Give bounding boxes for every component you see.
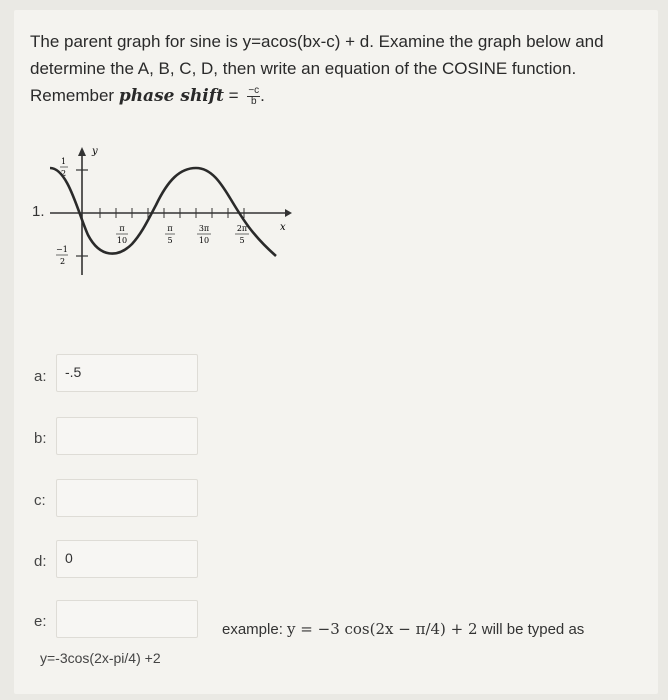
field-e-label: e:: [34, 613, 47, 630]
field-e-input[interactable]: [56, 600, 198, 638]
x-tick-3-den: 10: [198, 236, 210, 245]
x-tick-4-den: 5: [239, 236, 245, 245]
field-a-input[interactable]: -.5: [56, 354, 198, 392]
phase-shift-equals: =: [223, 86, 244, 105]
field-b-input[interactable]: [56, 417, 198, 455]
x-tick-1-num: π: [119, 224, 125, 233]
x-axis-label: x: [280, 222, 286, 233]
x-tick-4-num: 2π: [236, 224, 248, 233]
field-d-input[interactable]: 0: [56, 540, 198, 578]
field-c-input[interactable]: [56, 479, 198, 517]
x-tick-3-num: 3π: [198, 224, 210, 233]
question-line-1: The parent graph for sine is y=acos(bx-c) + d. Examine the graph below and: [30, 32, 604, 51]
x-tick-labels: [116, 224, 249, 245]
y-tick-top-den: 2: [61, 169, 67, 178]
phase-shift-period: .: [260, 86, 265, 105]
x-tick-1-den: 10: [116, 236, 128, 245]
x-tick-2-num: π: [167, 224, 173, 233]
question-line-2: determine the A, B, C, D, then write an equation of the COSINE function.: [30, 59, 577, 78]
phase-shift-fraction: [247, 86, 260, 107]
y-tick-top-num: 1: [61, 157, 67, 166]
phase-shift-prefix: Remember: [30, 86, 119, 105]
field-b-label: b:: [34, 430, 47, 447]
fraction-numerator: −c: [248, 85, 260, 97]
example-prefix: example:: [222, 621, 288, 638]
y-axis-label: y: [92, 146, 98, 157]
problem-number: 1.: [32, 203, 45, 220]
field-c-label: c:: [34, 492, 46, 509]
field-d-label: d:: [34, 553, 47, 570]
question-card: [14, 10, 658, 694]
example-suffix: will be typed as: [477, 621, 585, 638]
question-line-3: [30, 82, 630, 110]
example-equation: y = −3 cos(2x − π/4) + 2: [287, 620, 478, 638]
question-text: [30, 28, 630, 110]
y-tick-bottom-num: −1: [56, 245, 68, 254]
phase-shift-label: phase shift: [118, 86, 224, 106]
y-tick-bottom-den: 2: [60, 257, 66, 266]
x-tick-2-den: 5: [167, 236, 173, 245]
example-text: [222, 620, 584, 638]
field-a-label: a:: [34, 368, 47, 385]
x-axis-arrow-icon: [285, 209, 292, 217]
y-axis-arrow-icon: [78, 147, 86, 156]
typed-example: y=-3cos(2x-pi/4) +2: [40, 650, 161, 666]
sine-graph: [30, 140, 300, 290]
fraction-denominator: b: [250, 96, 257, 108]
